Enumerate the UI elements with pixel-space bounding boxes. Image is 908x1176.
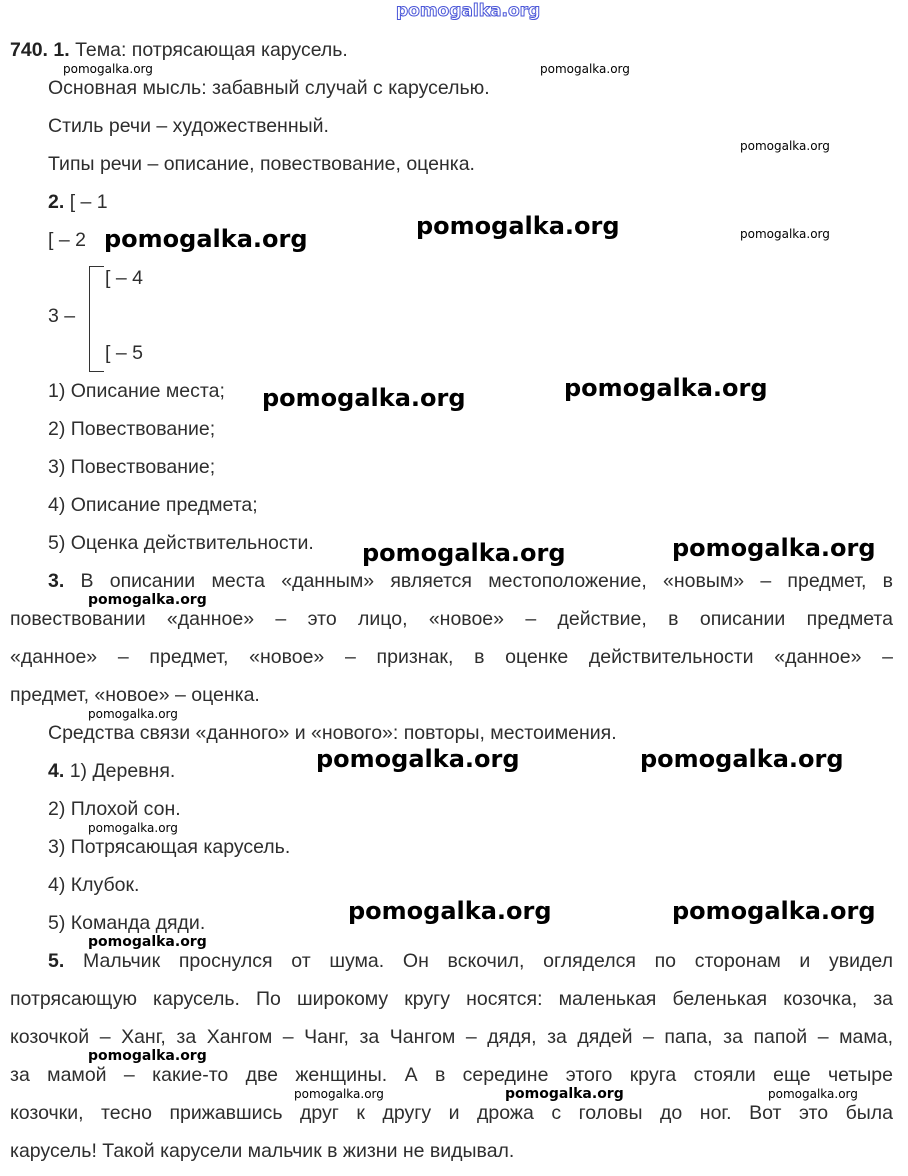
scheme-text: [ – 1 xyxy=(69,191,108,213)
watermark: pomogalka.org xyxy=(564,374,768,402)
list-item: 5) Команда дяди. xyxy=(48,912,206,934)
watermark: pomogalka.org xyxy=(540,62,630,76)
watermark: pomogalka.org xyxy=(672,534,876,562)
scheme-line-4: [ – 4 xyxy=(105,267,143,289)
list-item: 5) Оценка действительности. xyxy=(48,532,314,554)
list-item: 4) Описание предмета; xyxy=(48,494,258,516)
list-item: 4) Клубок. xyxy=(48,874,140,896)
part5-line: за мамой – какие-то две женщины. А в середине этого круга стояли еще четыре xyxy=(10,1064,893,1086)
watermark: pomogalka.org xyxy=(88,934,207,950)
watermark: pomogalka.org xyxy=(88,1048,207,1064)
watermark: pomogalka.org xyxy=(294,1087,384,1101)
paragraph-text: Мальчик проснулся от шума. Он вскочил, огляделся по сторонам и увидел xyxy=(82,950,893,972)
watermark: pomogalka.org xyxy=(505,1086,624,1102)
list-item: 2) Плохой сон. xyxy=(48,798,181,820)
task-number: 740. xyxy=(10,39,48,61)
watermark: pomogalka.org xyxy=(63,62,153,76)
list-item: 2) Повествование; xyxy=(48,418,216,440)
watermark: pomogalka.org xyxy=(262,384,466,412)
scheme-line-2: [ – 2 xyxy=(48,229,86,251)
watermark: pomogalka.org xyxy=(416,212,620,240)
watermark: pomogalka.org xyxy=(348,897,552,925)
speech-types: Типы речи – описание, повествование, оценка. xyxy=(48,153,475,175)
part5-line xyxy=(48,949,893,973)
part5-line: козочки, тесно прижавшись друг к другу и дрожа с головы до ног. Вот это была xyxy=(10,1102,893,1124)
watermark: pomogalka.org xyxy=(316,745,520,773)
watermark-top: pomogalka.org xyxy=(396,1,541,21)
part3-line: предмет, «новое» – оценка. xyxy=(10,684,260,706)
paragraph-text: В описании места «данным» является местоположение, «новым» – предмет, в xyxy=(80,570,894,592)
part5-line: козочкой – Ханг, за Хангом – Чанг, за Чангом – дядя, за дядей – папа, за папой – мама, xyxy=(10,1026,893,1048)
speech-style: Стиль речи – художественный. xyxy=(48,115,329,137)
watermark: pomogalka.org xyxy=(768,1087,858,1101)
theme-text: Тема: потрясающая карусель. xyxy=(75,39,348,61)
part5-line: потрясающую карусель. По широкому кругу носятся: маленькая беленькая козочка, за xyxy=(10,988,893,1010)
part-label: 4. xyxy=(48,760,65,782)
list-item: 3) Потрясающая карусель. xyxy=(48,836,291,858)
means-of-connection: Средства связи «данного» и «нового»: повторы, местоимения. xyxy=(48,722,617,744)
part1-theme xyxy=(10,38,348,62)
part5-line: карусель! Такой карусели мальчик в жизни не видывал. xyxy=(10,1140,515,1162)
list-item: 1) Описание места; xyxy=(48,380,225,402)
item-text: 1) Деревня. xyxy=(69,760,176,782)
scheme-bracket xyxy=(89,266,104,372)
watermark: pomogalka.org xyxy=(88,592,207,608)
part-label: 5. xyxy=(48,950,65,972)
watermark: pomogalka.org xyxy=(104,225,308,253)
watermark: pomogalka.org xyxy=(672,897,876,925)
part3-line xyxy=(48,569,893,593)
part3-line: повествовании «данное» – это лицо, «новое» – действие, в описании предмета xyxy=(10,608,893,630)
main-idea: Основная мысль: забавный случай с каруселью. xyxy=(48,77,490,99)
part-label: 3. xyxy=(48,570,65,592)
scheme-line-3: 3 – xyxy=(48,305,76,327)
watermark: pomogalka.org xyxy=(88,821,178,835)
scheme-line-1 xyxy=(48,190,108,214)
watermark: pomogalka.org xyxy=(362,539,566,567)
part-label: 2. xyxy=(48,191,65,213)
watermark: pomogalka.org xyxy=(740,227,830,241)
list-item: 3) Повествование; xyxy=(48,456,216,478)
list-item xyxy=(48,759,175,783)
watermark: pomogalka.org xyxy=(88,707,178,721)
watermark: pomogalka.org xyxy=(740,139,830,153)
part-label: 1. xyxy=(53,39,70,61)
part3-line: «данное» – предмет, «новое» – признак, в оценке действительности «данное» – xyxy=(10,646,893,668)
scheme-line-5: [ – 5 xyxy=(105,342,143,364)
watermark: pomogalka.org xyxy=(640,745,844,773)
